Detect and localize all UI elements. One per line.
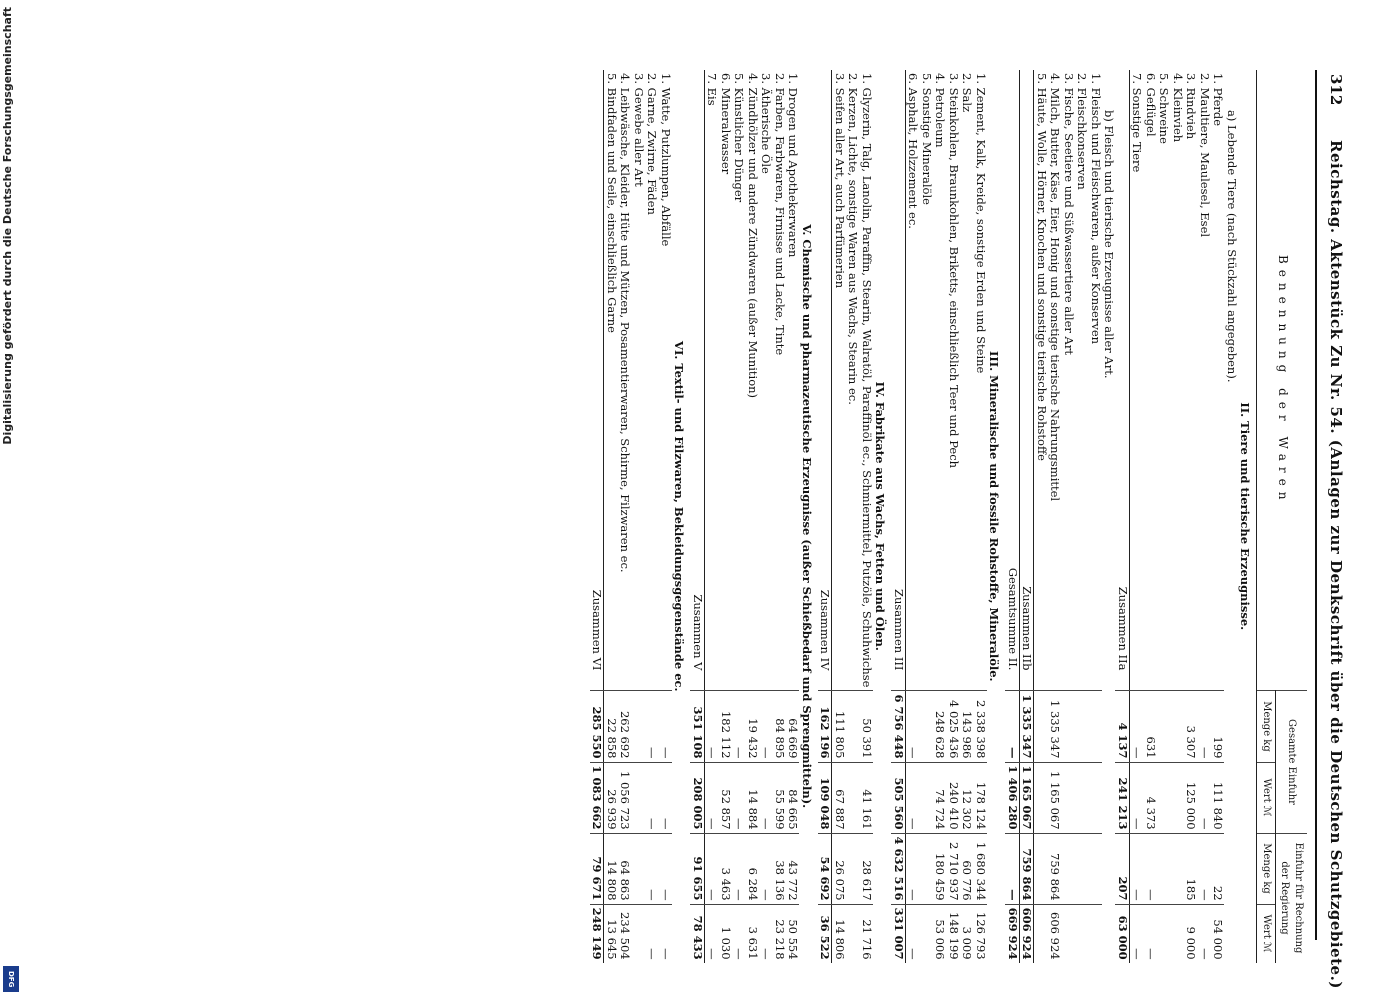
total-value-cell: 1 056 723 (618, 762, 632, 833)
total-qty-cell: — (705, 691, 719, 762)
gov-qty-cell: — (906, 833, 920, 904)
table-row (1130, 70, 1144, 963)
table-row (1211, 70, 1225, 963)
col-qty-header: Menge kg (1257, 833, 1276, 904)
item-name: 2. Kerzen, Lichte, sonstige Waren aus Wachs, Stearin ec. (846, 73, 861, 405)
total-value-cell: — (732, 762, 746, 833)
total-value-cell (1034, 762, 1048, 833)
total-row (818, 70, 832, 963)
gov-qty-cell: 6 284 (746, 833, 760, 904)
total-value-cell: — (705, 762, 719, 833)
gov-qty-cell: 2 710 937 (947, 833, 961, 904)
dfg-stamp (0, 0, 22, 1000)
total-qty-cell: 2 338 398 (974, 691, 988, 762)
total-value-cell (1171, 762, 1185, 833)
item-name: Gesamtsumme II. (1006, 70, 1020, 691)
total-qty-cell: 199 (1211, 691, 1225, 762)
stamp-text: Digitalisierung gefördert durch die Deutsche Forschungsgemeinschaft (1, 7, 14, 445)
total-value-cell: 14 884 (746, 762, 760, 833)
total-value-cell (1062, 762, 1076, 833)
total-value-cell: 26 939 (604, 762, 618, 833)
item-name: 1. Glyzerin, Talg, Lanolin, Paraffin, Stearin, Walratöl, Paraffinöl ec., Schmiermittel, Putzöle, Schuhwichse (860, 73, 874, 688)
table-row (773, 70, 787, 963)
gov-qty-cell: 759 864 (1048, 833, 1062, 904)
total-value-cell (1075, 762, 1089, 833)
table-row (1171, 70, 1185, 963)
total-qty-cell (846, 691, 860, 762)
item-name: 1. Watte, Putzlumpen, Abfälle (659, 73, 673, 247)
gov-qty-cell: — (759, 833, 773, 904)
total-qty-cell: 182 112 (719, 691, 733, 762)
item-name: 4. Milch, Butter, Käse, Eier, Honig und sonstige tierische Nahrungsmittel (1048, 73, 1063, 502)
item-name: 6. Mineralwasser (719, 73, 733, 175)
total-row (691, 70, 705, 963)
total-value-cell: 178 124 (974, 762, 988, 833)
item-name: 2. Maultiere, Maulesel, Esel (1198, 73, 1212, 238)
gov-value-cell: 606 924 (1048, 904, 1062, 963)
gov-value-cell: 248 149 (590, 904, 604, 963)
item-name: 1. Zement, Kalk, Kreide, sonstige Erden und Steine (974, 73, 988, 374)
gov-value-cell: 3 631 (746, 904, 760, 963)
total-value-cell: — (1130, 762, 1144, 833)
total-value-cell: — (759, 762, 773, 833)
gov-qty-cell (1157, 833, 1171, 904)
total-value-cell: — (645, 762, 659, 833)
item-name: 1. Drogen und Apothekerwaren (786, 73, 801, 258)
table-row (659, 70, 673, 963)
gov-qty-cell: — (1006, 833, 1020, 904)
gov-value-cell: 36 522 (818, 904, 832, 963)
header-rule (1315, 70, 1317, 940)
total-value-cell: 67 887 (832, 762, 846, 833)
gov-qty-cell: 60 776 (960, 833, 974, 904)
gov-value-cell (1171, 904, 1185, 963)
subsection-heading (1102, 70, 1116, 963)
gov-value-cell: 3 009 (960, 904, 974, 963)
item-name: 2. Salz (960, 73, 975, 113)
item-name: Zusammen III (892, 70, 906, 691)
gov-value-cell: 53 006 (933, 904, 947, 963)
total-qty-cell: 1 335 347 (1020, 691, 1035, 762)
total-qty-cell: 6 756 448 (892, 691, 906, 762)
total-value-cell: 41 161 (860, 762, 874, 833)
total-value-cell: 52 857 (719, 762, 733, 833)
table-row (746, 70, 760, 963)
gov-value-cell: 21 716 (860, 904, 874, 963)
gov-qty-cell: 64 863 (618, 833, 632, 904)
gov-value-cell (1075, 904, 1089, 963)
total-qty-cell: 64 669 (786, 691, 800, 762)
gov-qty-cell: 28 617 (860, 833, 874, 904)
gov-qty-cell: — (1130, 833, 1144, 904)
gov-value-cell: — (1198, 904, 1212, 963)
gov-value-cell (846, 904, 860, 963)
gov-qty-cell (632, 833, 646, 904)
total-qty-cell (1089, 691, 1103, 762)
table-row (1034, 70, 1048, 963)
total-qty-cell: 285 550 (590, 691, 604, 762)
gov-value-cell: — (1144, 904, 1158, 963)
gov-value-cell: 606 924 (1020, 904, 1035, 963)
item-name: Zusammen IV (818, 70, 832, 691)
table-row (1144, 70, 1158, 963)
total-qty-cell: 22 858 (604, 691, 618, 762)
gov-value-cell (1089, 904, 1103, 963)
table-row (705, 70, 719, 963)
total-qty-cell (1157, 691, 1171, 762)
item-name: 3. Seifen aller Art, auch Parfümerien (833, 73, 847, 289)
total-qty-cell: — (659, 691, 673, 762)
item-name: 2. Fleischkonserven (1075, 73, 1090, 190)
total-qty-cell: — (1130, 691, 1144, 762)
section-heading (987, 70, 1006, 963)
gov-qty-cell: 43 772 (786, 833, 800, 904)
total-qty-cell: 111 805 (832, 691, 846, 762)
item-name: 2. Garne, Zwirne, Fäden (645, 73, 660, 215)
running-title: Reichstag. Aktenstück Zu Nr. 54. (Anlagen zur Denkschrift über die Deutschen Schutzgebiete.) (1327, 140, 1345, 989)
table-row (860, 70, 874, 963)
total-value-cell: — (659, 762, 673, 833)
gov-qty-cell (1089, 833, 1103, 904)
item-name: 4. Zündhölzer und andere Zündwaren (außer Munition) (746, 73, 760, 399)
item-name: Zusammen IIa (1116, 70, 1130, 691)
gov-qty-cell (1034, 833, 1048, 904)
item-name: 3. Gewebe aller Art (632, 73, 646, 187)
table-row (960, 70, 974, 963)
gov-qty-cell: 4 632 516 (892, 833, 906, 904)
total-qty-cell: — (732, 691, 746, 762)
dfg-logo: DFG (3, 966, 19, 992)
total-qty-cell: — (906, 691, 920, 762)
page-header (1315, 70, 1355, 989)
col-value-header: Wert ℳ (1257, 904, 1276, 963)
table-row (906, 70, 920, 963)
gov-qty-cell (920, 833, 934, 904)
item-name: Zusammen V (691, 70, 705, 691)
item-name: 3. Fische, Seetiere und Süßwassertiere aller Art (1062, 73, 1076, 355)
item-name: 4. Kleinvieh (1171, 73, 1185, 143)
total-value-cell: 241 213 (1116, 762, 1130, 833)
item-name: 5. Schweine (1157, 73, 1172, 144)
table-body (590, 70, 1257, 963)
rotated-page (85, 70, 1355, 989)
item-name: V. Chemische und pharmazeutische Erzeugnisse (außer Schießbedarf und Sprengmitteln). (800, 224, 814, 809)
total-value-cell: 12 302 (960, 762, 974, 833)
gov-qty-cell (1062, 833, 1076, 904)
total-qty-cell (1034, 691, 1048, 762)
item-name: 1. Fleisch und Fleischwaren, außer Konserven (1089, 73, 1103, 345)
table-row (846, 70, 860, 963)
total-qty-cell: 143 986 (960, 691, 974, 762)
item-name: 6. Geflügel (1144, 73, 1158, 137)
total-value-cell: — (906, 762, 920, 833)
item-name: 5. Künstlicher Dünger (732, 73, 747, 203)
item-name: 1. Pferde (1211, 73, 1226, 127)
col-qty-header: Menge kg (1257, 691, 1276, 762)
gov-value-cell: 669 924 (1006, 904, 1020, 963)
page-number: 312 (1327, 74, 1345, 106)
table-row (1062, 70, 1076, 963)
gov-value-cell: 63 000 (1116, 904, 1130, 963)
total-value-cell (1089, 762, 1103, 833)
total-qty-cell: 50 391 (860, 691, 874, 762)
gov-value-cell: — (759, 904, 773, 963)
gov-qty-cell: — (732, 833, 746, 904)
gov-qty-cell: 3 463 (719, 833, 733, 904)
total-qty-cell (1075, 691, 1089, 762)
gov-value-cell: — (645, 904, 659, 963)
gov-qty-cell: 759 864 (1020, 833, 1035, 904)
gov-qty-cell (846, 833, 860, 904)
gov-value-cell: 13 645 (604, 904, 618, 963)
item-name: 7. Eis (705, 73, 720, 106)
item-name: 2. Farben, Farbwaren, Firnisse und Lacke, Tinte (773, 73, 787, 356)
gov-qty-cell: 54 692 (818, 833, 832, 904)
section-heading (873, 70, 892, 963)
total-qty-cell (1062, 691, 1076, 762)
col-value-header: Wert ℳ (1257, 762, 1276, 833)
gov-value-cell: 126 793 (974, 904, 988, 963)
gov-value-cell: — (906, 904, 920, 963)
col-total-import-header: Gesamte Einfuhr (1276, 691, 1308, 833)
total-qty-cell (920, 691, 934, 762)
table-row (719, 70, 733, 963)
total-qty-cell (632, 691, 646, 762)
gov-value-cell (632, 904, 646, 963)
total-value-cell (632, 762, 646, 833)
item-name: 5. Häute, Wolle, Hörner, Knochen und sonstige tierische Rohstoffe (1035, 73, 1049, 461)
gov-qty-cell: 185 (1184, 833, 1198, 904)
gov-value-cell (1034, 904, 1048, 963)
table-row (632, 70, 646, 963)
gov-qty-cell: 22 (1211, 833, 1225, 904)
gov-qty-cell (1075, 833, 1089, 904)
total-value-cell: 240 410 (947, 762, 961, 833)
table-row (974, 70, 988, 963)
total-qty-cell: — (1006, 691, 1020, 762)
item-name: 3. Rindvieh (1184, 73, 1199, 140)
total-value-cell (846, 762, 860, 833)
table-row (832, 70, 846, 963)
total-value-cell: 505 560 (892, 762, 906, 833)
gov-value-cell: 50 554 (786, 904, 800, 963)
gov-value-cell (1062, 904, 1076, 963)
table-row (1184, 70, 1198, 963)
table-row (1048, 70, 1062, 963)
total-value-cell: 125 000 (1184, 762, 1198, 833)
gov-value-cell: — (732, 904, 746, 963)
gov-value-cell: 1 030 (719, 904, 733, 963)
gov-value-cell: — (705, 904, 719, 963)
total-qty-cell: 162 196 (818, 691, 832, 762)
col-gov-import-header: Einfuhr für Rechnung der Regierung (1276, 833, 1308, 963)
gov-value-cell: 23 218 (773, 904, 787, 963)
total-value-cell: 111 840 (1211, 762, 1225, 833)
total-row (1020, 70, 1035, 963)
gov-value-cell: — (1130, 904, 1144, 963)
total-qty-cell: 248 628 (933, 691, 947, 762)
total-qty-cell: 631 (1144, 691, 1158, 762)
total-qty-cell: 4 025 436 (947, 691, 961, 762)
goods-table (590, 70, 1307, 963)
gov-qty-cell: 207 (1116, 833, 1130, 904)
item-name: 3. Ätherische Öle (759, 73, 774, 174)
item-name: 3. Steinkohlen, Braunkohlen, Briketts, einschließlich Teer und Pech (947, 73, 961, 469)
table-row (1157, 70, 1171, 963)
gov-qty-cell: 79 671 (590, 833, 604, 904)
item-name: 6. Asphalt, Holzzement ec. (906, 73, 921, 229)
gov-qty-cell: — (1198, 833, 1212, 904)
table-row (920, 70, 934, 963)
gov-value-cell: 148 199 (947, 904, 961, 963)
gov-value-cell (1157, 904, 1171, 963)
total-qty-cell: — (645, 691, 659, 762)
total-qty-cell: — (759, 691, 773, 762)
item-name: II. Tiere und tierische Erzeugnisse. (1238, 402, 1253, 631)
total-row (1116, 70, 1130, 963)
gov-qty-cell: 91 655 (691, 833, 705, 904)
table-row (759, 70, 773, 963)
gov-qty-cell: — (1144, 833, 1158, 904)
total-row (892, 70, 906, 963)
total-qty-cell: 84 895 (773, 691, 787, 762)
gov-value-cell: 331 007 (892, 904, 906, 963)
total-value-cell: 109 048 (818, 762, 832, 833)
total-value-cell (920, 762, 934, 833)
table-row (604, 70, 618, 963)
item-name: 4. Petroleum (933, 73, 948, 148)
section-heading (1238, 70, 1257, 963)
total-value-cell: 4 373 (1144, 762, 1158, 833)
table-row (645, 70, 659, 963)
item-name: III. Mineralische und fossile Rohstoffe, Mineralöle. (987, 351, 1002, 682)
total-qty-cell: 3 307 (1184, 691, 1198, 762)
item-name: 4. Leibwäsche, Kleider, Hüte und Mützen, Posamentierwaren, Schirme, Filzwaren ec. (618, 73, 633, 573)
total-value-cell: 208 005 (691, 762, 705, 833)
item-name: VI. Textil- und Filzwaren, Bekleidungsgegenstände ec. (672, 341, 687, 692)
gov-value-cell (920, 904, 934, 963)
table-row (618, 70, 632, 963)
gov-qty-cell: 14 808 (604, 833, 618, 904)
total-qty-cell: 19 432 (746, 691, 760, 762)
section-heading (800, 70, 819, 963)
item-name: Zusammen VI (590, 70, 604, 691)
item-name: a) Lebende Tiere (nach Stückzahl angegeben). (1225, 110, 1239, 383)
total-row (1006, 70, 1020, 963)
total-value-cell: 1 165 067 (1048, 762, 1062, 833)
gov-qty-cell: 38 136 (773, 833, 787, 904)
table-row (1075, 70, 1089, 963)
total-qty-cell: 4 137 (1116, 691, 1130, 762)
subsection-heading (1225, 70, 1239, 963)
total-value-cell: 74 724 (933, 762, 947, 833)
gov-qty-cell: 1 680 344 (974, 833, 988, 904)
total-row (590, 70, 604, 963)
table-row (947, 70, 961, 963)
total-qty-cell (1171, 691, 1185, 762)
gov-value-cell: 9 000 (1184, 904, 1198, 963)
gov-value-cell: — (659, 904, 673, 963)
total-value-cell: 84 665 (786, 762, 800, 833)
table-row (1198, 70, 1212, 963)
total-value-cell: 1 406 280 (1006, 762, 1020, 833)
gov-value-cell: 78 433 (691, 904, 705, 963)
item-name: 7. Sonstige Tiere (1130, 73, 1145, 173)
total-qty-cell: — (1198, 691, 1212, 762)
gov-qty-cell (1171, 833, 1185, 904)
gov-qty-cell: — (659, 833, 673, 904)
item-name: 5. Bindfaden und Seile, einschließlich Garne (605, 73, 619, 333)
total-qty-cell: 351 108 (691, 691, 705, 762)
total-qty-cell: 262 692 (618, 691, 632, 762)
total-value-cell (1157, 762, 1171, 833)
gov-value-cell: 14 806 (832, 904, 846, 963)
total-value-cell: — (1198, 762, 1212, 833)
gov-value-cell: 234 504 (618, 904, 632, 963)
item-name: Zusammen IIb (1020, 70, 1035, 691)
col-name-header: Benennung der Waren (1257, 70, 1307, 691)
item-name: IV. Fabrikate aus Wachs, Fetten und Ölen. (873, 381, 888, 651)
table-row (1089, 70, 1103, 963)
total-value-cell: 55 599 (773, 762, 787, 833)
total-qty-cell: 1 335 347 (1048, 691, 1062, 762)
table-row (786, 70, 800, 963)
gov-qty-cell: 26 075 (832, 833, 846, 904)
gov-value-cell: 54 000 (1211, 904, 1225, 963)
table-row (732, 70, 746, 963)
total-value-cell: 1 083 662 (590, 762, 604, 833)
table-row (933, 70, 947, 963)
item-name: 5. Sonstige Mineralöle (920, 73, 934, 205)
item-name: b) Fleisch und tierische Erzeugnisse aller Art. (1102, 110, 1117, 379)
gov-qty-cell: 180 459 (933, 833, 947, 904)
gov-qty-cell: — (705, 833, 719, 904)
total-value-cell: 1 165 067 (1020, 762, 1035, 833)
gov-qty-cell: — (645, 833, 659, 904)
section-heading (672, 70, 691, 963)
